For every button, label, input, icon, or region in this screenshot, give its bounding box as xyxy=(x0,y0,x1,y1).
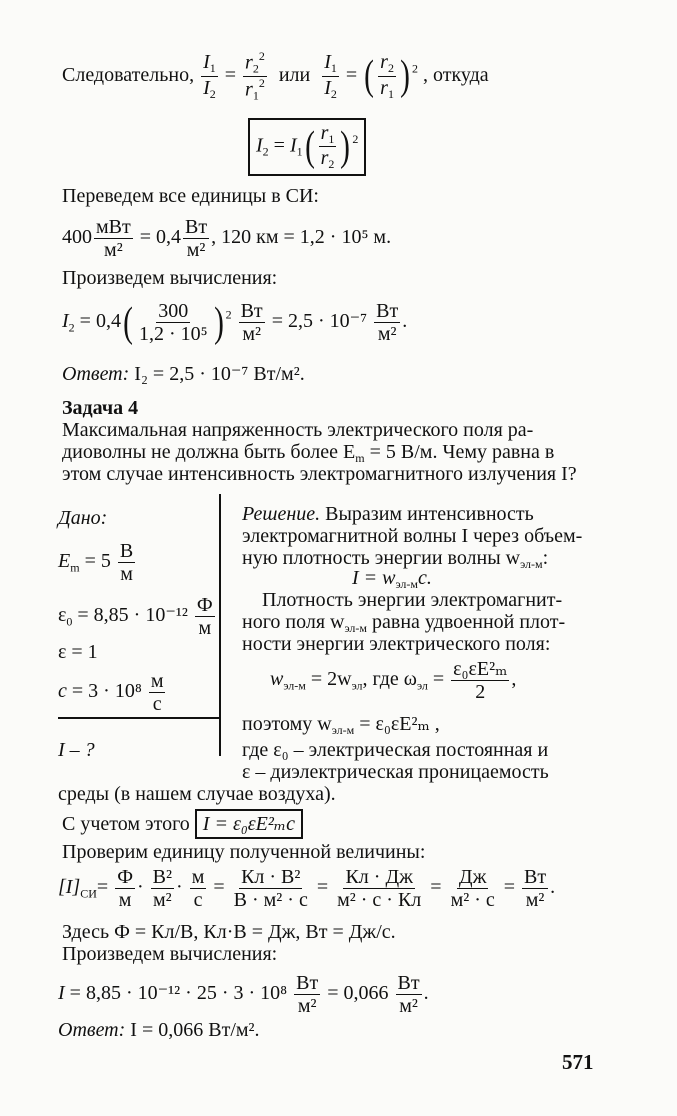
si-heading: Переведем все единицы в СИ: xyxy=(62,185,319,207)
solution-l12: среды (в нашем случае воздуха). xyxy=(58,783,336,805)
calc2-line: I = 8,85 · 10⁻¹² · 25 · 3 · 10⁸ $\frac{Вт}{\text{м²}}$ = 0,066 $\frac{Вт}{\text{м²}}$ . xyxy=(58,972,429,1017)
whence-text: , откуда xyxy=(422,63,489,86)
final-formula-box: I = ε₀εE²ₘc xyxy=(195,809,303,839)
ratio-r-fraction-2: $\frac{r_2}{r_1}$ xyxy=(380,51,394,101)
answer-2: Ответ: I = 0,066 Вт/м². xyxy=(58,1019,260,1041)
intro-line: Следовательно, $\frac{I_1}{I_2}$ = $\frac{r_2^2}{r_1^2}$ или $\frac{I_1}{I_2}$ = ( $\frac{r_2}{r_1}$ ) $^2$ , откуда xyxy=(62,49,489,103)
given-eps0: $\varepsilon_0 = 8,85 \cdot 10^{-12}$ $\frac{Ф}{м}$ xyxy=(58,594,213,639)
given-label: Дано: xyxy=(58,507,108,529)
task-text-2: диоволны не должна быть более $E_m = 5$ В/м. Чему равна в xyxy=(62,441,555,466)
therefore-text: Следовательно, xyxy=(62,63,195,86)
task-title: Задача 4 xyxy=(62,397,139,419)
ratio-i-fraction-2: $\frac{I_1}{I_2}$ xyxy=(324,51,337,101)
solution-l7: ности энергии электрического поля: xyxy=(242,633,551,655)
solution-l6: ного поля $w_{эл-м}$ равна удвоенной плот- xyxy=(242,611,566,636)
given-find: I – ? xyxy=(58,739,95,761)
task-text-3: этом случае интенсивность электромагнитного излучения I? xyxy=(62,463,577,485)
ratio-i-fraction: $\frac{I_1}{I_2}$ xyxy=(203,51,216,101)
si-line: 400 $\frac{\text{мВт}}{\text{м²}}$ = 0,4 $\frac{Вт}{\text{м²}}$ , 120 км = 1,2 · 10⁵ м. xyxy=(62,216,392,261)
solution-l9: поэтому $w_{эл-м} = \varepsilon_0\varepsilon E^2_m$ , xyxy=(242,713,440,738)
with-this-line: С учетом этого I = ε₀εE²ₘc xyxy=(62,812,303,836)
solution-l4: $I = w_{эл-м}c$. xyxy=(352,567,432,592)
given-eps: ε = 1 xyxy=(58,641,98,663)
calc2-heading: Произведем вычисления: xyxy=(62,943,278,965)
units-line: $[I]_{СИ}=$ $\frac{Ф}{м}$ · $\frac{\text{В²}}{\text{м²}}$ · $\frac{м}{с}$ = $\frac{\text{Кл · В²}}{\text{В · м² · с}}$ = $\frac{Кл \cdot Дж}{\text{м² · с · Кл}}$ = $\frac{Дж}{\text{м² · с}}$ = $\frac{Вт}{\text{м²}}$ . xyxy=(58,866,556,911)
task-text-1: Максимальная напряженность электрического поля ра- xyxy=(62,419,534,441)
answer-1: Ответ: I₂ = 2,5 · 10⁻⁷ Вт/м². xyxy=(62,363,305,385)
calc-heading: Произведем вычисления: xyxy=(62,267,278,289)
solution-l8: $w_{эл-м} = 2w_{эл}$, где $\omega_{эл}$ = $\frac{\text{ε₀εE²ₘ}}{2}$ , xyxy=(270,658,517,703)
given-c: c = 3 · 10⁸ $\frac{м}{с}$ xyxy=(58,670,164,715)
given-divider-horizontal xyxy=(58,717,220,719)
solution-l5: Плотность энергии электромагнит- xyxy=(262,589,563,611)
or-text: или xyxy=(278,63,311,86)
solution-l11: ε – диэлектрическая проницаемость xyxy=(242,761,549,783)
here-line: Здесь Ф = Кл/В, Кл·В = Дж, Вт = Дж/с. xyxy=(62,921,396,943)
solution-l10: где ε₀ – электрическая постоянная и xyxy=(242,739,549,761)
page-number: 571 xyxy=(562,1050,594,1074)
units-heading: Проверим единицу полученной величины: xyxy=(62,841,426,863)
solution-l1: Решение. Выразим интенсивность xyxy=(242,503,534,525)
solution-l3: ную плотность энергии волны $w_{эл-м}$: xyxy=(242,547,549,572)
given-em: $E_m = 5$ $\frac{В}{м}$ xyxy=(58,540,134,585)
solution-l2: электромагнитной волны I через объем- xyxy=(242,525,583,547)
ratio-r-fraction: $\frac{r_2^2}{r_1^2}$ xyxy=(245,49,265,103)
boxed-formula: $I_2 = I_1$( $\frac{r_1}{r_2}$ ) $^2$ xyxy=(248,118,366,176)
calc-line: $I_2 = 0,4$( $\frac{300}{\text{1,2 · 10⁵}}$ ) $^2$ $\frac{Вт}{\text{м²}}$ = 2,5 · 10⁻⁷ $\frac{Вт}{\text{м²}}$ . xyxy=(62,299,408,346)
